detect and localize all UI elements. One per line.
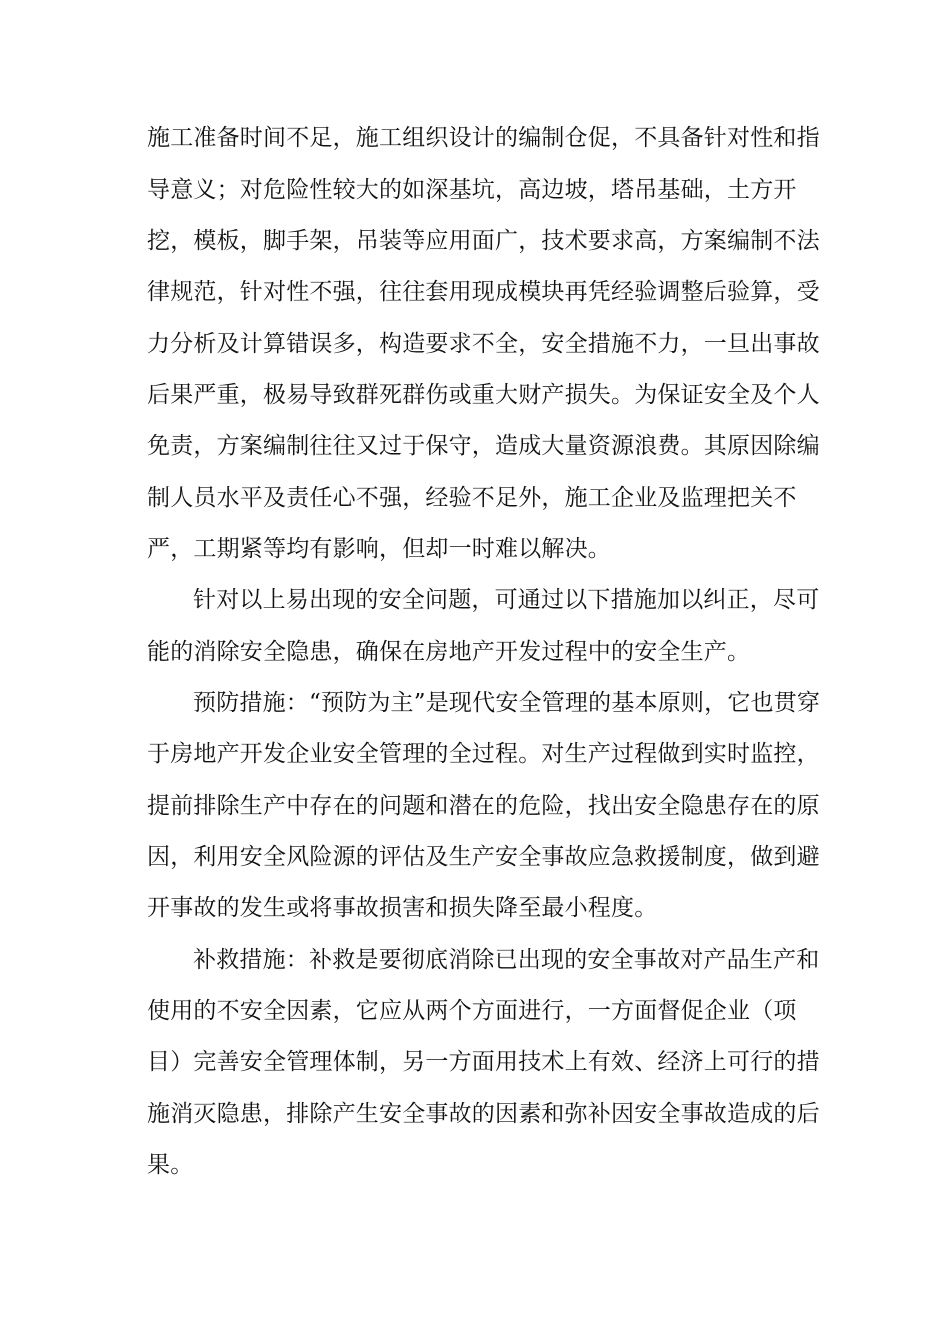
text-line: 提前排除生产中存在的问题和潜在的危险，找出安全隐患存在的原 (147, 793, 820, 819)
text-line: 施工准备时间不足，施工组织设计的编制仓促，不具备针对性和指 (147, 125, 820, 151)
text-line: 力分析及计算错误多，构造要求不全，安全措施不力，一旦出事故 (147, 331, 820, 357)
text-line: 能的消除安全隐患，确保在房地产开发过程中的安全生产。 (147, 639, 751, 665)
text-line: 因，利用安全风险源的评估及生产安全事故应急救援制度，做到避 (147, 844, 820, 870)
text-line: 挖，模板，脚手架，吊装等应用面广，技术要求高，方案编制不法 (147, 228, 820, 254)
text-line: 使用的不安全因素，它应从两个方面进行，一方面督促企业（项 (147, 998, 797, 1024)
text-line: 目）完善安全管理体制，另一方面用技术上有效、经济上可行的措 (147, 1049, 820, 1075)
text-line: 开事故的发生或将事故损害和损失降至最小程度。 (147, 895, 658, 921)
text-line: 制人员水平及责任心不强，经验不足外，施工企业及监理把关不 (147, 485, 797, 511)
text-line: 导意义；对危险性较大的如深基坑，高边坡，塔吊基础，土方开 (147, 177, 797, 203)
text-line: 补救措施：补救是要彻底消除已出现的安全事故对产品生产和 (193, 947, 820, 973)
text-line: 施消灭隐患，排除产生安全事故的因素和弥补因安全事故造成的后 (147, 1101, 820, 1127)
text-line: 严，工期紧等均有影响，但却一时难以解决。 (147, 536, 611, 562)
text-line: 果。 (147, 1152, 194, 1178)
text-line: 针对以上易出现的安全问题，可通过以下措施加以纠正，尽可 (193, 587, 820, 613)
text-line: 于房地产开发企业安全管理的全过程。对生产过程做到实时监控， (147, 741, 820, 767)
text-line: 免责，方案编制往往又过于保守，造成大量资源浪费。其原因除编 (147, 433, 820, 459)
text-line: 预防措施：“预防为主”是现代安全管理的基本原则，它也贯穿 (193, 690, 821, 716)
text-line: 律规范，针对性不强，往往套用现成模块再凭经验调整后验算，受 (147, 279, 820, 305)
text-line: 后果严重，极易导致群死群伤或重大财产损失。为保证安全及个人 (147, 382, 820, 408)
